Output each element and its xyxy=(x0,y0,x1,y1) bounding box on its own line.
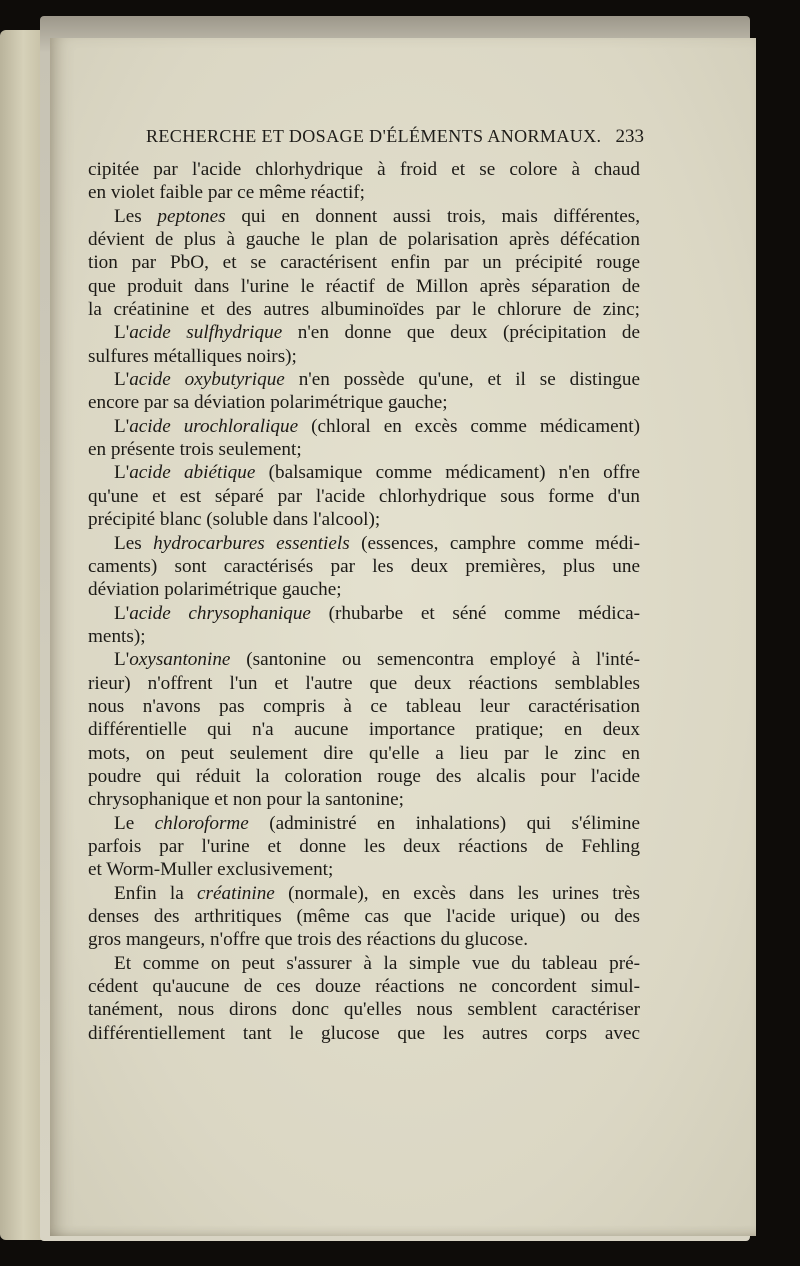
text-line: en violet faible par ce même réactif; xyxy=(88,182,366,204)
text-line: L'acide sulfhydrique n'en donne que deux (précipitation de xyxy=(114,322,640,344)
text-line: L'acide oxybutyrique n'en possède qu'une, et il se distingue xyxy=(114,369,640,391)
running-head: RECHERCHE ET DOSAGE D'ÉLÉMENTS ANORMAUX. xyxy=(146,126,602,146)
italic-term: acide oxybutyrique xyxy=(129,369,285,391)
text-line: différentielle qui n'a aucune importance pratique; en deux xyxy=(88,719,640,741)
italic-term: hydrocarbures essentiels xyxy=(153,532,350,554)
text-line: différentiellement tant le glucose que les autres corps avec xyxy=(88,1022,640,1044)
text-line: gros mangeurs, n'offre que trois des réactions du glucose. xyxy=(88,929,529,951)
italic-term: peptones xyxy=(157,205,226,227)
text-line: Les peptones qui en donnent aussi trois, mais différentes, xyxy=(114,205,640,227)
page-number: 233 xyxy=(615,126,644,147)
text-line: précipité blanc (soluble dans l'alcool); xyxy=(88,509,381,531)
text-line: parfois par l'urine et donne les deux réactions de Fehling xyxy=(88,835,640,857)
text-line: caments) sont caractérisés par les deux premières, plus une xyxy=(88,555,640,577)
text-line: et Worm-Muller exclusivement; xyxy=(88,859,334,881)
text-line: Les hydrocarbures essentiels (essences, camphre comme médi- xyxy=(114,532,640,554)
text-line: ments); xyxy=(88,625,146,647)
text-line: cédent qu'aucune de ces douze réactions ne concordent simul- xyxy=(88,976,640,998)
italic-term: oxysantonine xyxy=(129,649,231,671)
italic-term: acide chrysophanique xyxy=(129,602,311,624)
text-line: encore par sa déviation polarimétrique gauche; xyxy=(88,392,448,414)
text-line: dévient de plus à gauche le plan de polarisation après défécation xyxy=(88,229,640,251)
text-line: Enfin la créatinine (normale), en excès dans les urines très xyxy=(114,882,640,904)
text-line: la créatinine et des autres albuminoïdes par le chlorure de zinc; xyxy=(88,299,640,321)
italic-term: acide sulfhydrique xyxy=(129,322,283,344)
text-line: qu'une et est séparé par l'acide chlorhydrique sous forme d'un xyxy=(88,485,640,507)
text-line: rieur) n'offrent l'un et l'autre que deux réactions semblables xyxy=(88,672,640,694)
text-line: L'oxysantonine (santonine ou semencontra employé à l'inté- xyxy=(114,649,640,671)
text-line: que produit dans l'urine le réactif de Millon après séparation de xyxy=(88,275,640,297)
text-line: poudre qui réduit la coloration rouge des alcalis pour l'acide xyxy=(88,765,640,787)
text-line: nous n'avons pas compris à ce tableau leur caractérisation xyxy=(88,695,640,717)
text-line: cipitée par l'acide chlorhydrique à froid et se colore à chaud xyxy=(88,159,640,180)
body-text xyxy=(88,158,640,1045)
text-line: mots, on peut seulement dire qu'elle a lieu par le zinc en xyxy=(88,742,640,764)
page-header xyxy=(96,126,656,156)
text-line: en présente trois seulement; xyxy=(88,439,302,461)
italic-term: créatinine xyxy=(197,882,275,904)
italic-term: acide abiétique xyxy=(129,462,256,484)
italic-term: chloroforme xyxy=(154,812,249,834)
text-line: L'acide abiétique (balsamique comme médicament) n'en offre xyxy=(114,462,640,484)
text-line: L'acide urochloralique (chloral en excès comme médicament) xyxy=(114,415,640,437)
text-line: denses des arthritiques (même cas que l'acide urique) ou des xyxy=(88,906,640,927)
text-line: tion par PbO, et se caractérisent enfin par un précipité rouge xyxy=(88,252,640,274)
text-line: L'acide chrysophanique (rhubarbe et séné comme médica- xyxy=(114,602,640,624)
text-line: tanément, nous dirons donc qu'elles nous semblent caractériser xyxy=(88,999,640,1021)
italic-term: acide urochloralique xyxy=(129,415,299,437)
text-line: Et comme on peut s'assurer à la simple vue du tableau pré- xyxy=(114,952,640,974)
text-line: Le chloroforme (administré en inhalations) qui s'élimine xyxy=(114,812,640,834)
text-line: déviation polarimétrique gauche; xyxy=(88,579,342,601)
text-line: sulfures métalliques noirs); xyxy=(88,345,297,367)
text-line: chrysophanique et non pour la santonine; xyxy=(88,789,404,811)
